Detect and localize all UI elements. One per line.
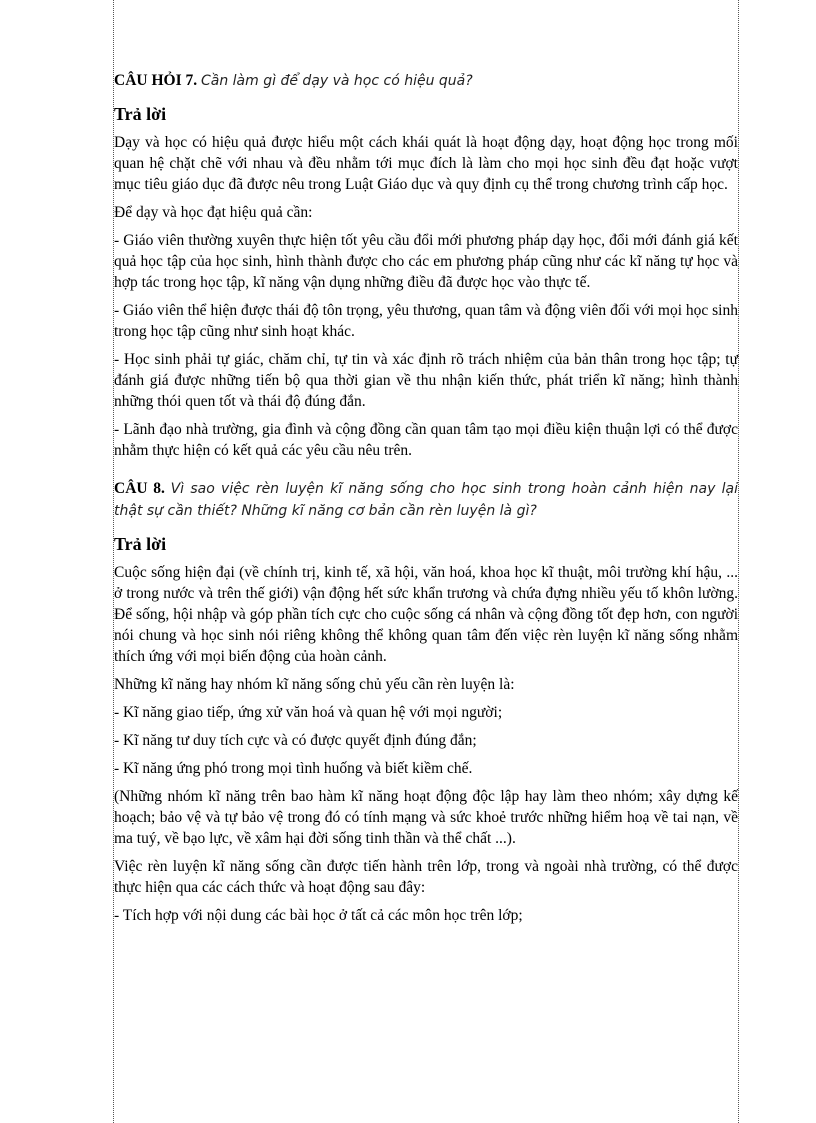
q8-paragraph: - Kĩ năng giao tiếp, ứng xử văn hoá và quan hệ với mọi người; <box>114 704 503 721</box>
q7-paragraph: - Lãnh đạo nhà trường, gia đình và cộng đồng cần quan tâm tạo mọi điều kiện thuận lợi có thể được nhằm thực hiện có kết quả các yêu cầu nêu trên. <box>114 421 738 459</box>
question-8-text: Vì sao việc rèn luyện kĩ năng sống cho học sinh trong hoàn cảnh hiện nay lại thật sự cần thiết? Những kĩ năng cơ bản cần rèn luyện là gì? <box>114 481 738 519</box>
q8-paragraph: (Những nhóm kĩ năng trên bao hàm kĩ năng hoạt động độc lập hay làm theo nhóm; xây dựng kế hoạch; bảo vệ và tự bảo vệ trong đó có tính mạng và sức khoẻ trước những hiểm hoạ về tai nạn, về ma tuý, về bạo lực, về xâm hại đời sống tinh thần và thể chất ...). <box>114 788 738 847</box>
q7-paragraph: - Học sinh phải tự giác, chăm chỉ, tự tin và xác định rõ trách nhiệm của bản thân trong học tập; tự đánh giá được những tiến bộ qua thời gian về thu nhận kiến thức, phát triển kĩ năng; hình thành những thói quen tốt và thái độ đúng đắn. <box>114 351 738 410</box>
q7-paragraph: Để dạy và học đạt hiệu quả cần: <box>114 204 313 221</box>
answer-heading-7: Trả lời <box>114 104 167 124</box>
q8-paragraph: - Kĩ năng tư duy tích cực và có được quyết định đúng đắn; <box>114 732 477 749</box>
question-8 <box>114 478 738 522</box>
question-7-text: Cần làm gì để dạy và học có hiệu quả? <box>200 73 473 89</box>
q8-paragraph: Những kĩ năng hay nhóm kĩ năng sống chủ yếu cần rèn luyện là: <box>114 676 515 693</box>
q7-paragraph: - Giáo viên thường xuyên thực hiện tốt yêu cầu đổi mới phương pháp dạy học, đổi mới đánh giá kết quả học tập của học sinh, hình thành được cho các em phương pháp cũng như các kĩ năng tự học và hợp tác trong học tập, kĩ năng vận dụng những điều đã được học vào thực tế. <box>114 232 738 291</box>
answer-heading-8: Trả lời <box>114 534 167 554</box>
question-7 <box>114 70 738 92</box>
q8-paragraph: Cuộc sống hiện đại (về chính trị, kinh tế, xã hội, văn hoá, khoa học kĩ thuật, môi trường khí hậu, ... ở trong nước và trên thế giới) vận động hết sức khẩn trương và chứa đựng nhiều yếu tố khôn lường. Để sống, hội nhập và góp phần tích cực cho cuộc sống cá nhân và cộng đồng tốt đẹp hơn, con người nói chung và học sinh nói riêng không thể không quan tâm đến việc rèn luyện kĩ năng sống nhằm thích ứng với mọi biến động của hoàn cảnh. <box>114 564 738 665</box>
question-8-label: CÂU 8. <box>114 480 165 497</box>
q7-paragraph: - Giáo viên thể hiện được thái độ tôn trọng, yêu thương, quan tâm và động viên đối với mọi học sinh trong học tập cũng như sinh hoạt khác. <box>114 302 738 340</box>
right-margin-guide <box>738 0 739 1123</box>
document-body <box>114 70 738 933</box>
q8-paragraph: Việc rèn luyện kĩ năng sống cần được tiến hành trên lớp, trong và ngoài nhà trường, có thể được thực hiện qua các cách thức và hoạt động sau đây: <box>114 858 738 896</box>
question-7-label: CÂU HỎI 7. <box>114 72 198 89</box>
q8-paragraph: - Tích hợp với nội dung các bài học ở tất cả các môn học trên lớp; <box>114 907 523 924</box>
q8-paragraph: - Kĩ năng ứng phó trong mọi tình huống và biết kiềm chế. <box>114 760 473 777</box>
q7-paragraph: Dạy và học có hiệu quả được hiểu một cách khái quát là hoạt động dạy, hoạt động học trong mối quan hệ chặt chẽ với nhau và đều nhằm tới mục đích là làm cho mọi học sinh đều đạt hoặc vượt mục tiêu giáo dục đã được nêu trong Luật Giáo dục và quy định cụ thể trong chương trình cấp học. <box>114 134 738 193</box>
